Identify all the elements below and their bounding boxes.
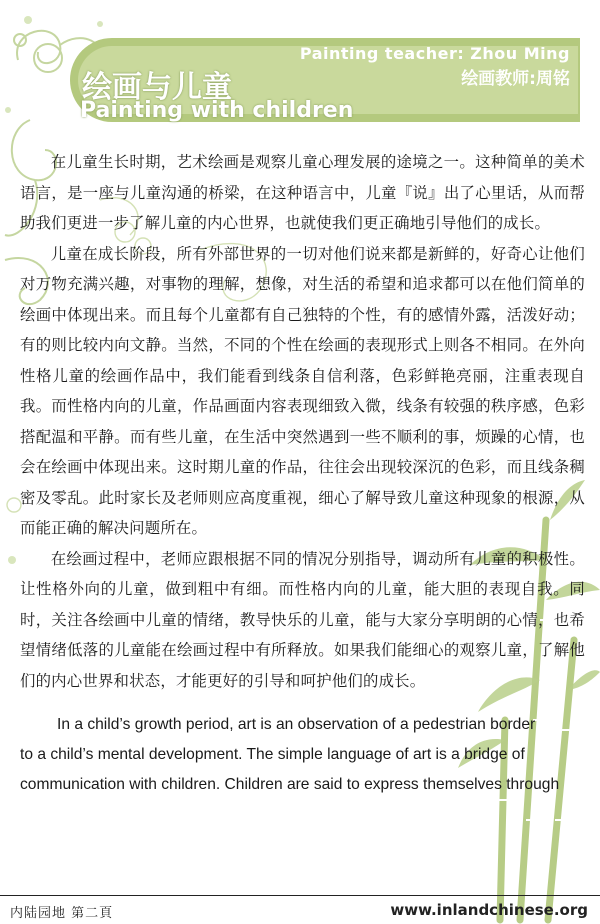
teacher-credit-chinese: 绘画教师:周铭 <box>461 69 570 89</box>
page-title-chinese: 绘画与儿童 <box>82 70 232 105</box>
english-line-2: to a child’s mental development. The simple language of art is a bridge of <box>20 746 525 763</box>
article-body <box>20 147 585 800</box>
footer-page-label: 内陆园地 第二頁 <box>10 906 114 921</box>
article-paragraph-2: 儿童在成长阶段，所有外部世界的一切对他们说来都是新鲜的，好奇心让他们对万物充满兴趣，对事物的理解，想像，对生活的希望和追求都可以在他们简单的绘画中体现出来。而且每个儿童都有自己独特的个性，有的感情外露，活泼好动；有的则比较内向文静。当然，不同的个性在绘画的表现形式上则各不相同。在外向性格儿童的绘画作品中，我们能看到线条自信利落，色彩鲜艳亮丽，注重表现自我。而性格内向的儿童，作品画面内容表现细致入微，线条有较强的秩序感，色彩搭配温和平静。而有些儿童，在生活中突然遇到一些不顺利的事，烦躁的心情，也会在绘画中体现出来。这时期儿童的作品，往往会出现较深沉的色彩，而且线条稠密及零乱。此时家长及老师则应高度重视，细心了解导致儿童这种现象的根源，从而能正确的解决问题所在。 <box>20 244 585 537</box>
english-paragraph <box>20 710 585 800</box>
page-title-english: Painting with children <box>80 98 354 123</box>
english-line-1: In a child’s growth period, art is an observation of a pedestrian border <box>57 716 536 733</box>
article-paragraph-1: 在儿童生长时期，艺术绘画是观察儿童心理发展的途境之一。这种简单的美术语言，是一座与儿童沟通的桥梁，在这种语言中，儿童『说』出了心里话，从而帮助我们更进一步了解儿童的内心世界，也就使我们更正确地引导他们的成长。 <box>20 153 585 232</box>
footer-divider <box>0 895 600 896</box>
english-line-3: communication with children. Children are said to express themselves through <box>20 776 560 793</box>
footer-website: www.inlandchinese.org <box>390 901 588 919</box>
article-paragraph-3: 在绘画过程中，老师应跟根据不同的情况分别指导，调动所有儿童的积极性。让性格外向的儿童，做到粗中有细。而性格内向的儿童，能大胆的表现自我。同时，关注各绘画中儿童的情绪，教导快乐的儿童，能与大家分享明朗的心情，也希望情绪低落的儿童能在绘画过程中有所释放。如果我们能细心的观察儿童，了解他们的内心世界和状态，才能更好的引导和呵护他们的成长。 <box>20 549 585 690</box>
teacher-credit-english: Painting teacher: Zhou Ming <box>299 44 570 63</box>
